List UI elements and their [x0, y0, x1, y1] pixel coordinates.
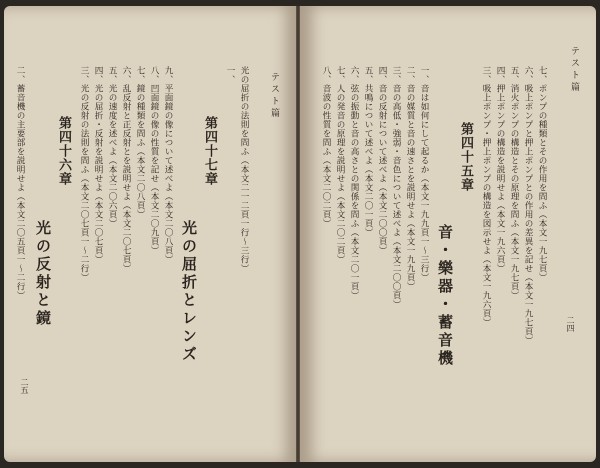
chapter-number: 第四十五章 [458, 122, 473, 192]
list-item: 一、 [225, 66, 235, 84]
page-header: テスト篇 [569, 46, 579, 94]
list-item: 八、音波の性質を問ふ（本文二〇二頁） [321, 66, 331, 228]
list-item: 四、押上ポンプの構造を説明せよ（本文一九六頁） [495, 66, 505, 273]
list-item: 光の屈折の法則を問ふ（本文二一二頁一行〜三行） [239, 66, 249, 273]
list-item: 七、ポンプの種類とその作用を問ふ（本文一九七頁） [537, 66, 547, 282]
list-item: 四、音の反射について述べよ（本文二〇〇頁） [377, 66, 387, 255]
list-item: 五、共鳴について述べよ（本文二〇一頁） [363, 66, 373, 237]
page-number: 二五 [20, 378, 29, 394]
chapter-title: 光の反射と鏡 [34, 220, 52, 328]
list-item: 六、吸上ポンプと押上ポンプとの作用の差異を記せ（本文一九七頁） [523, 66, 533, 345]
list-item: 三、吸上ポンプ・押上ポンプの構造を図示せよ（本文一九六頁） [481, 66, 491, 327]
list-item: 一、音は如何にして起るか（本文一九九頁一〜三行） [419, 66, 429, 282]
chapter-title: 光の屈折とレンズ [180, 220, 198, 364]
list-item: 四、光の屈折・反射を説明せよ（本文二〇七頁） [93, 66, 103, 264]
list-item: 二、音の媒質と音の速さとを説明せよ（本文一九九頁） [405, 66, 415, 291]
chapter-number: 第四十六章 [56, 116, 71, 186]
page-number: 二四 [566, 316, 575, 332]
right-page [300, 6, 596, 462]
list-item: 九、平面鏡の像について述べよ（本文二〇八頁） [163, 66, 173, 264]
chapter-title: 音・樂器・蓄音機 [436, 224, 454, 368]
list-item: 五、消火ポンプの構造とその原理を問ふ（本文一九七頁） [509, 66, 519, 300]
page-header: テスト篇 [269, 72, 279, 120]
list-item: 五、光の速度を述べよ（本文二〇六頁） [107, 66, 117, 228]
list-item: 三、光の反射の法則を問ふ（本文二〇七頁一〜二行） [79, 66, 89, 282]
list-item: 七、人の発音の原理を説明せよ（本文二〇二頁） [335, 66, 345, 264]
list-item: 七、鏡の種類を問ふ（本文二〇八頁） [135, 66, 145, 219]
list-item: 六、弦の振動と音の高さとの関係を問ふ（本文二〇一頁） [349, 66, 359, 300]
chapter-number: 第四十七章 [202, 116, 217, 186]
list-item: 三、音の高低・強弱・音色について述べよ（本文二〇〇頁） [391, 66, 401, 309]
list-item: 二、蓄音機の主要部を説明せよ（本文二〇五頁一〜二行） [15, 66, 25, 300]
list-item: 八、凹面鏡の像の性質を記せ（本文二〇九頁） [149, 66, 159, 255]
list-item: 六、乱反射と正反射とを説明せよ（本文二〇七頁） [121, 66, 131, 273]
left-page [4, 6, 296, 462]
